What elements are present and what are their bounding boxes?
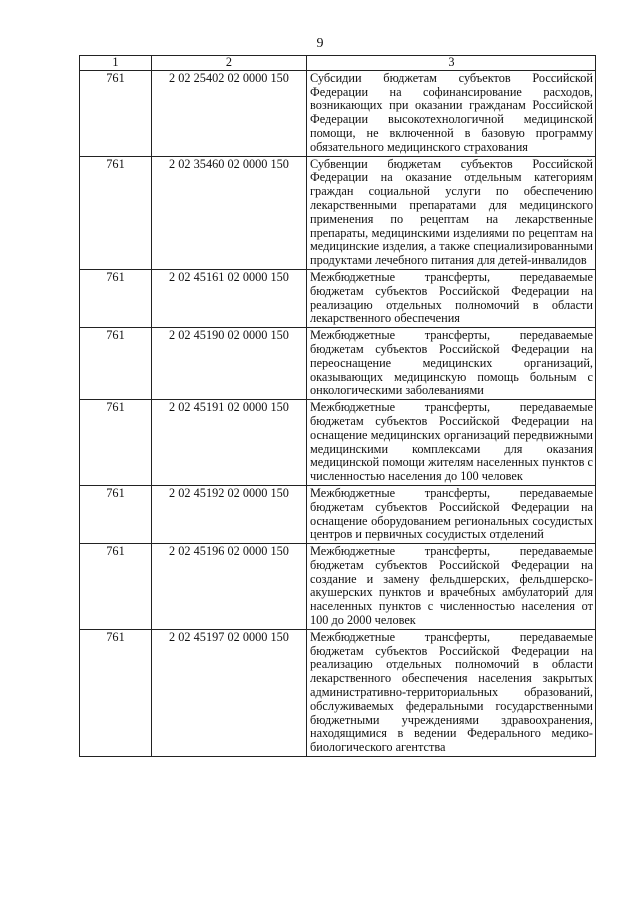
column-number-1: 1 xyxy=(80,56,152,71)
budget-classification-code-cell: 2 02 45190 02 0000 150 xyxy=(152,328,307,400)
budget-classification-code-cell: 2 02 25402 02 0000 150 xyxy=(152,70,307,156)
revenue-description-cell: Межбюджетные трансферты, передаваемые бюджетам субъектов Российской Федерации на переоснащение медицинских организаций, оказывающих медицинскую помощь больным с онкологическими заболеваниями xyxy=(307,328,596,400)
table-header-row xyxy=(80,56,596,71)
table-row xyxy=(80,70,596,156)
revenue-description-cell: Межбюджетные трансферты, передаваемые бюджетам субъектов Российской Федерации на создание и замену фельдшерских, фельдшерско-акушерских пунктов и врачебных амбулаторий для населенных пунктов с численностью населения от 100 до 2000 человек xyxy=(307,544,596,630)
budget-classification-code-cell: 2 02 35460 02 0000 150 xyxy=(152,156,307,269)
admin-code-cell: 761 xyxy=(80,70,152,156)
revenue-description-cell: Межбюджетные трансферты, передаваемые бюджетам субъектов Российской Федерации на оснащение оборудованием региональных сосудистых центров и первичных сосудистых отделений xyxy=(307,485,596,543)
table-row xyxy=(80,544,596,630)
admin-code-cell: 761 xyxy=(80,544,152,630)
admin-code-cell: 761 xyxy=(80,485,152,543)
budget-classification-code-cell: 2 02 45197 02 0000 150 xyxy=(152,629,307,756)
admin-code-cell: 761 xyxy=(80,156,152,269)
page-number: 9 xyxy=(316,36,324,51)
budget-classification-code-cell: 2 02 45161 02 0000 150 xyxy=(152,269,307,327)
revenue-description-cell: Межбюджетные трансферты, передаваемые бюджетам субъектов Российской Федерации на реализацию отдельных полномочий в области лекарственного обеспечения населения закрытых административно-территориальных образований, обслуживаемых федеральными государственными бюджетными учреждениями здравоохранения, находящимися в ведении Федерального медико-биологического агентства xyxy=(307,629,596,756)
admin-code-cell: 761 xyxy=(80,400,152,486)
table-row xyxy=(80,328,596,400)
admin-code-cell: 761 xyxy=(80,629,152,756)
admin-code-cell: 761 xyxy=(80,269,152,327)
revenue-description-cell: Субсидии бюджетам субъектов Российской Федерации на софинансирование расходов, возникающих при оказании гражданам Российской Федерации высокотехнологичной медицинской помощи, не включенной в базовую программу обязательного медицинского страхования xyxy=(307,70,596,156)
revenue-description-cell: Межбюджетные трансферты, передаваемые бюджетам субъектов Российской Федерации на оснащение медицинских организаций передвижными медицинскими комплексами для оказания медицинской помощи жителям населенных пунктов с численностью населения до 100 человек xyxy=(307,400,596,486)
budget-classification-code-cell: 2 02 45192 02 0000 150 xyxy=(152,485,307,543)
admin-code-cell: 761 xyxy=(80,328,152,400)
table-row xyxy=(80,156,596,269)
revenue-description-cell: Субвенции бюджетам субъектов Российской Федерации на оказание отдельным категориям граждан социальной услуги по обеспечению лекарственными препаратами для медицинского применения по рецептам на лекарственные препараты, медицинскими изделиями по рецептам на медицинские изделия, а также специализированными продуктами лечебного питания для детей-инвалидов xyxy=(307,156,596,269)
table-row xyxy=(80,269,596,327)
table-row xyxy=(80,485,596,543)
table-row xyxy=(80,629,596,756)
revenue-description-cell: Межбюджетные трансферты, передаваемые бюджетам субъектов Российской Федерации на реализацию отдельных полномочий в области лекарственного обеспечения xyxy=(307,269,596,327)
table-row xyxy=(80,400,596,486)
budget-classification-code-cell: 2 02 45191 02 0000 150 xyxy=(152,400,307,486)
budget-classification-code-cell: 2 02 45196 02 0000 150 xyxy=(152,544,307,630)
column-number-3: 3 xyxy=(307,56,596,71)
column-number-2: 2 xyxy=(152,56,307,71)
budget-code-table xyxy=(79,55,596,757)
